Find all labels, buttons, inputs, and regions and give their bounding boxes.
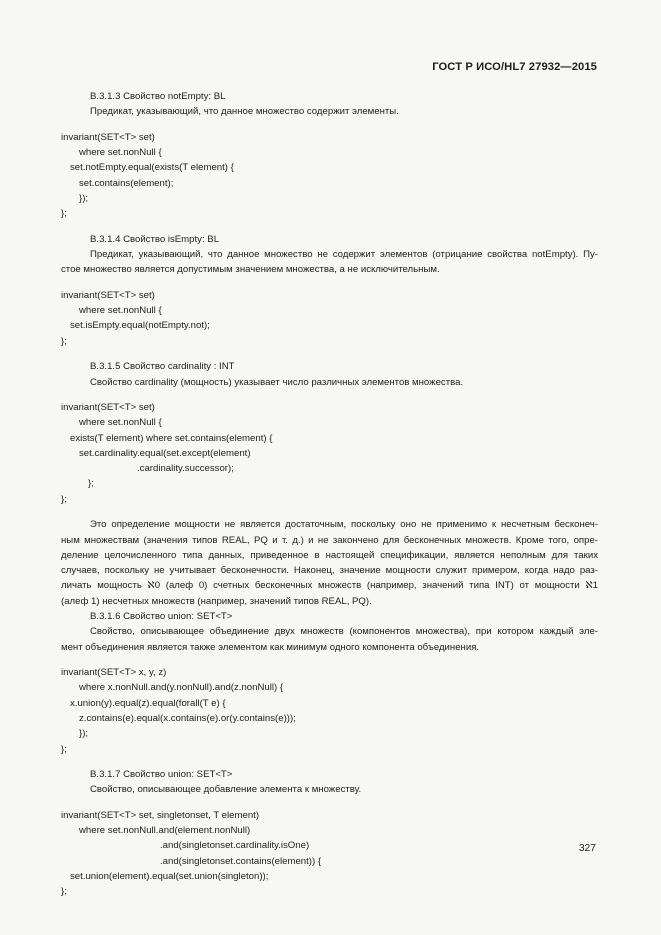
- paragraph-line: Это определение мощности не является достаточным, поскольку оно не применимо к несчетным бесконеч-: [90, 519, 598, 531]
- section-heading: B.3.1.3 Свойство notEmpty: BL: [90, 91, 226, 102]
- code-line: });: [79, 728, 89, 740]
- section-heading: B.3.1.5 Свойство cardinality : INT: [90, 361, 235, 373]
- document-header: ГОСТ Р ИСО/HL7 27932—2015: [432, 61, 597, 73]
- spacer: [61, 278, 598, 288]
- spacer: [61, 757, 598, 767]
- section-heading: B.3.1.4 Свойство isEmpty: BL: [90, 233, 220, 245]
- code-line: .and(singletonset.cardinality.isOne): [160, 840, 310, 852]
- code-line: where set.nonNull {: [79, 305, 162, 317]
- code-line: };: [61, 886, 67, 898]
- spacer: [61, 390, 598, 400]
- spacer: [61, 222, 598, 232]
- code-line: invariant(SET<T> set): [61, 289, 155, 301]
- code-line: x.union(y).equal(z).equal(forall(T e) {: [70, 697, 226, 709]
- paragraph-line: Предикат, указывающий, что данное множество не содержит элементов (отрицание свойства notEmpty). Пу-: [90, 249, 598, 261]
- code-line: where set.nonNull.and(element.nonNull): [79, 825, 251, 837]
- code-line: set.contains(element);: [79, 177, 174, 189]
- code-line: where set.nonNull {: [79, 417, 162, 429]
- code-line: invariant(SET<T> set): [61, 401, 155, 413]
- spacer: [61, 349, 598, 359]
- paragraph-line: ным множествам (значения типов REAL, PQ и т. д.) и не закончено для бесконечных множеств. Кроме того, опре-: [61, 534, 598, 546]
- code-line: };: [61, 208, 67, 220]
- paragraph-line: Свойство, описывающее объединение двух множеств (компонентов множества), при котором каждый эле-: [90, 626, 598, 638]
- code-line: exists(T element) where set.contains(element) {: [70, 432, 273, 444]
- page-number: 327: [578, 843, 596, 854]
- paragraph-line: случаев, поскольку не учитывает бесконечности. Наконец, значение мощности служит примером, когда надо раз-: [61, 565, 598, 577]
- paragraph-line: мент объединения является также элементом как минимум одного компонента объединения.: [61, 641, 480, 653]
- spacer: [61, 655, 598, 665]
- code-line: invariant(SET<T> set, singletonset, T element): [61, 809, 260, 821]
- code-line: invariant(SET<T> x, y, z): [61, 667, 167, 679]
- code-line: where set.nonNull {: [79, 147, 162, 159]
- paragraph-line: Предикат, указывающий, что данное множество содержит элементы.: [90, 106, 399, 118]
- document-body: [61, 89, 598, 900]
- section-heading: B.3.1.7 Свойство union: SET<T>: [90, 769, 233, 781]
- spacer: [61, 798, 598, 808]
- spacer: [61, 120, 598, 130]
- spacer: [61, 507, 598, 517]
- code-line: };: [61, 335, 67, 347]
- section-heading: B.3.1.6 Свойство union: SET<T>: [90, 611, 233, 623]
- code-line: invariant(SET<T> set): [61, 131, 155, 143]
- paragraph-line: деление целочисленного типа данных, приведенное в настоящей спецификации, является неполным для таких: [61, 549, 598, 561]
- code-line: };: [88, 478, 94, 490]
- code-line: .and(singletonset.contains(element)) {: [160, 855, 322, 867]
- code-line: z.contains(e).equal(x.contains(e).or(y.contains(e)));: [79, 713, 296, 724]
- paragraph-line: Свойство, описывающее добавление элемента к множеству.: [90, 784, 362, 796]
- paragraph-line: (алеф 1) несчетных множеств (например, значений типов REAL, PQ).: [61, 595, 372, 607]
- code-line: .cardinality.successor);: [137, 463, 234, 475]
- code-line: set.notEmpty.equal(exists(T element) {: [70, 162, 234, 174]
- code-line: });: [79, 192, 89, 204]
- code-line: set.cardinality.equal(set.except(element): [79, 447, 251, 459]
- code-line: where x.nonNull.and(y.nonNull).and(z.nonNull) {: [79, 682, 284, 694]
- code-line: set.union(element).equal(set.union(singleton));: [70, 871, 269, 883]
- paragraph-line: личать мощность ℵ0 (алеф 0) счетных бесконечных множеств (например, значений типа INT) от мощности ℵ1: [61, 580, 598, 592]
- code-line: };: [61, 493, 67, 505]
- code-line: set.isEmpty.equal(notEmpty.not);: [70, 320, 210, 332]
- paragraph-line: стое множество является допустимым значением множества, а не исключительным.: [61, 264, 440, 276]
- code-line: };: [61, 743, 67, 755]
- paragraph-line: Свойство cardinality (мощность) указывает число различных элементов множества.: [90, 376, 464, 388]
